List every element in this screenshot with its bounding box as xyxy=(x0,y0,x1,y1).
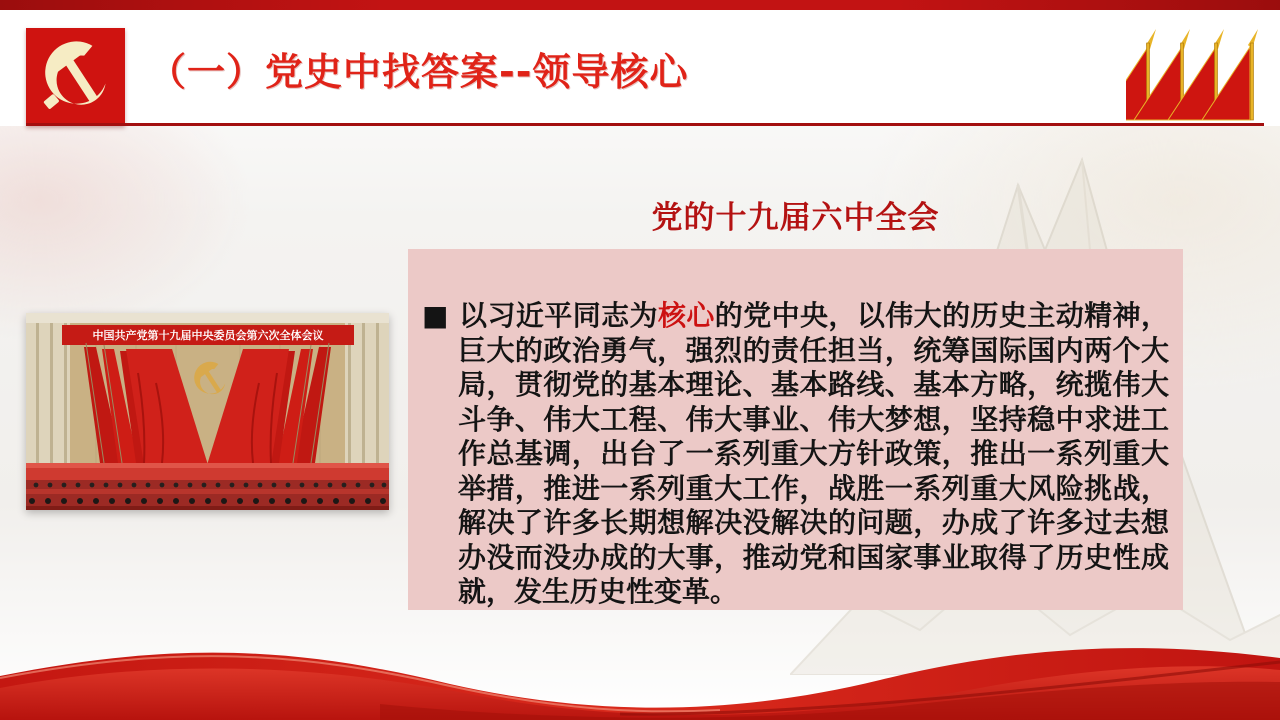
body-text xyxy=(422,299,1169,610)
hammer-sickle-icon xyxy=(35,36,117,118)
flags-decoration xyxy=(1126,27,1266,124)
photo-banner-text: 中国共产党第十九届中央委员会第六次全体会议 xyxy=(92,329,324,342)
bottom-wave xyxy=(0,618,1280,720)
body-text-before: 以习近平同志为 xyxy=(459,299,658,332)
body-text-after: 的党中央，以伟大的历史主动精神，巨大的政治勇气，强烈的责任担当，统筹国际国内两个大局，贯彻党的基本理论、基本路线、基本方略，统揽伟大斗争、伟大工程、伟大事业、伟大梦想，坚持稳中求进工作总基调，出台了一系列重大方针政策，推出一系列重大举措，推进一系列重大工作，战胜一系列重大风险挑战，解决了许多长期想解决没解决的问题，办成了许多过去想办没而没办成的大事，推动党和国家事业取得了历史性成就，发生历史性变革。 xyxy=(458,299,1169,608)
body-text-highlight: 核心 xyxy=(657,299,715,332)
bullet-icon: ■ xyxy=(422,299,449,332)
slide-title: （一）党史中找答案--领导核心 xyxy=(148,49,689,94)
party-emblem xyxy=(26,28,125,126)
header-underline xyxy=(26,123,1264,126)
top-red-bar xyxy=(0,0,1280,10)
conference-photo xyxy=(26,313,389,510)
content-box xyxy=(408,249,1183,610)
section-heading: 党的十九届六中全会 xyxy=(651,200,940,236)
